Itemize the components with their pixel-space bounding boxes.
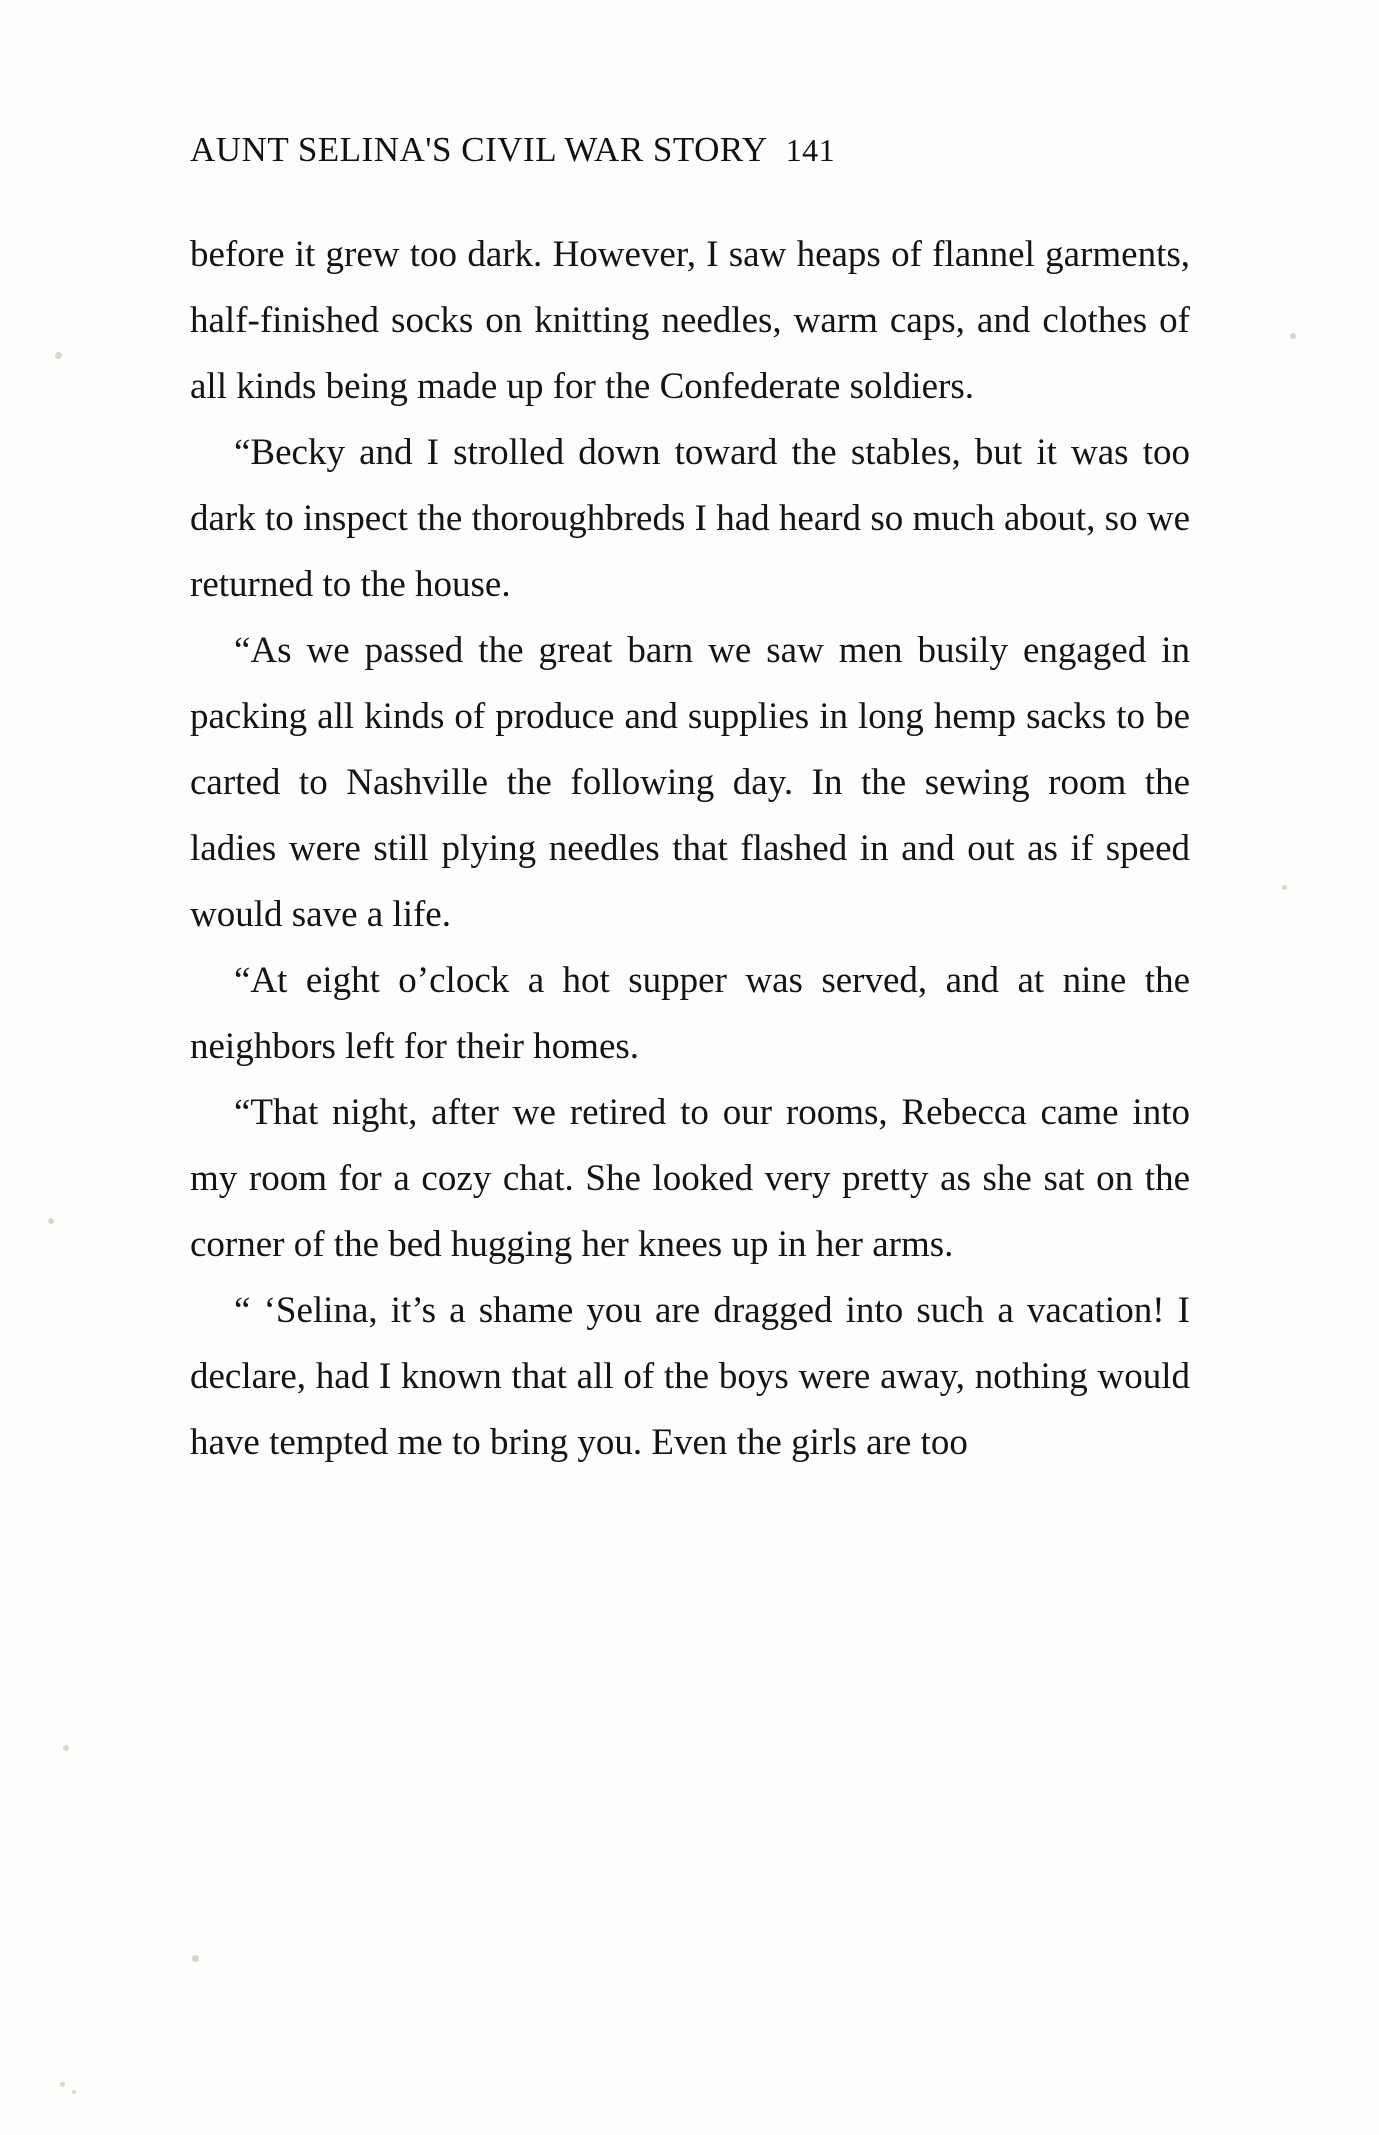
- scan-speckle: [1290, 333, 1296, 339]
- scan-speckle: [1282, 885, 1287, 890]
- scan-speckle: [72, 2090, 76, 2094]
- running-head: [190, 130, 1190, 170]
- body-paragraph: “That night, after we retired to our rooms, Rebecca came into my room for a cozy chat. She looked very pretty as she sat on the corner of the bed hugging her knees up in her arms.: [190, 1092, 1190, 1265]
- body-paragraph: “ ‘Selina, it’s a shame you are dragged into such a vacation! I declare, had I known that all of the boys were away, nothing would have tempted me to bring you. Even the girls are too: [190, 1290, 1190, 1463]
- body-paragraph: “As we passed the great barn we saw men busily engaged in packing all kinds of produce and supplies in long hemp sacks to be carted to Nashville the following day. In the sewing room the ladies were still plying needles that flashed in and out as if speed would save a life.: [190, 630, 1190, 935]
- page-content: [190, 130, 1190, 1476]
- body-paragraph: before it grew too dark. However, I saw heaps of flannel garments, half-finished socks on knitting needles, warm caps, and clothes of all kinds being made up for the Confederate soldiers.: [190, 234, 1190, 407]
- page-number: 141: [785, 132, 836, 168]
- running-head-title: AUNT SELINA'S CIVIL WAR STORY: [190, 130, 768, 169]
- scan-speckle: [48, 1218, 54, 1224]
- body-paragraph: “At eight o’clock a hot supper was served, and at nine the neighbors left for their homes.: [190, 960, 1190, 1067]
- scan-speckle: [63, 1745, 69, 1751]
- scan-speckle: [192, 1955, 199, 1962]
- scan-speckle: [60, 2082, 65, 2087]
- body-paragraph: “Becky and I strolled down toward the stables, but it was too dark to inspect the thoroughbreds I had heard so much about, so we returned to the house.: [190, 432, 1190, 605]
- scan-speckle: [55, 352, 62, 359]
